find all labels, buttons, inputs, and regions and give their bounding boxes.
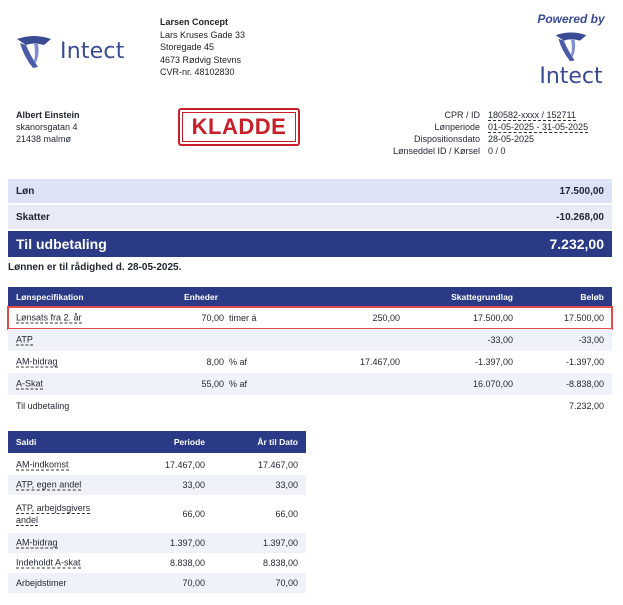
row-taxbase: 17.500,00	[472, 313, 513, 323]
meta-row	[360, 133, 610, 145]
row-unit-label: timer á	[229, 313, 257, 323]
col-header-taxbase: Skattegrundlag	[451, 292, 513, 302]
row-units: 70,00	[201, 313, 224, 323]
employee-street: skanorsgatan 4	[16, 122, 78, 132]
row-amount: -33,00	[578, 335, 604, 345]
summary-value: 7.232,00	[549, 236, 604, 252]
row-period: 33,00	[182, 480, 205, 490]
row-units: 8,00	[206, 357, 224, 367]
employee-name: Albert Einstein	[16, 110, 80, 120]
company-address-line: Lars Kruses Gade 33	[160, 29, 246, 40]
powered-logo-text: Intect	[539, 64, 603, 89]
table-row-total	[8, 395, 612, 417]
meta-label: Dispositionsdato	[413, 134, 480, 144]
summary-label: Løn	[16, 185, 35, 197]
col-header-amount: Beløb	[580, 292, 604, 302]
row-rate: 17.467,00	[359, 357, 400, 367]
row-rate: 250,00	[372, 313, 400, 323]
balances-table	[8, 431, 306, 593]
employee-address	[16, 109, 80, 145]
draft-stamp-text: KLADDE	[182, 112, 296, 142]
row-taxbase: 16.070,00	[472, 379, 513, 389]
row-ytd: 17.467,00	[257, 460, 298, 470]
row-name[interactable]: AM-bidrag	[16, 356, 58, 367]
summary-label: Skatter	[16, 211, 50, 223]
meta-row	[360, 109, 610, 121]
table-row	[8, 373, 612, 395]
intect-logo-icon	[14, 31, 54, 71]
row-ytd: 66,00	[275, 509, 298, 519]
payslip-meta	[360, 109, 610, 157]
company-cvr: CVR-nr. 48102830	[160, 67, 235, 77]
available-date-note: Lønnen er til rådighed d. 28-05-2025.	[8, 262, 182, 273]
row-amount: -1.397,00	[565, 357, 604, 367]
powered-by-label: Powered by	[537, 12, 605, 26]
row-taxbase: -33,00	[487, 335, 513, 345]
company-city: 4673 Rødvig Stevns	[160, 54, 242, 65]
table-row	[8, 475, 306, 495]
row-amount: 7.232,00	[568, 401, 604, 411]
table-row	[8, 495, 306, 533]
meta-label: Lønseddel ID / Kørsel	[392, 146, 480, 156]
col-header-name: Lønspecifikation	[16, 292, 84, 302]
row-ytd: 8.838,00	[262, 558, 298, 568]
meta-value: 01-05-2025 - 31-05-2025	[488, 122, 589, 132]
row-period: 66,00	[182, 509, 205, 519]
summary-value: -10.268,00	[556, 211, 604, 223]
row-period: 8.838,00	[169, 558, 205, 568]
row-ytd: 70,00	[275, 578, 298, 588]
table-row	[8, 573, 306, 593]
row-name[interactable]: ATP	[16, 334, 33, 345]
row-period: 17.467,00	[164, 460, 205, 470]
col-header-period: Periode	[173, 437, 205, 447]
row-name: Til udbetaling	[16, 401, 70, 411]
meta-value: 28-05-2025	[488, 134, 535, 144]
meta-value: 180582-xxxx / 152711	[488, 110, 576, 120]
summary-row-taxes	[8, 205, 612, 229]
summary-row-salary	[8, 179, 612, 203]
col-header-ytd: År til Dato	[257, 437, 298, 447]
row-name[interactable]: A-Skat	[16, 378, 44, 389]
table-header	[8, 431, 306, 453]
row-period: 70,00	[182, 578, 205, 588]
powered-by	[531, 12, 611, 89]
table-row	[8, 533, 306, 553]
intect-logo	[14, 30, 139, 72]
company-name: Larsen Concept	[160, 17, 229, 27]
row-name[interactable]: ATP, egen andel	[16, 479, 82, 490]
salary-spec-table	[8, 287, 612, 417]
row-ytd: 33,00	[275, 480, 298, 490]
table-row	[8, 455, 306, 475]
table-header	[8, 287, 612, 307]
intect-logo-text: Intect	[60, 38, 125, 64]
row-unit-label: % af	[229, 357, 248, 367]
row-name[interactable]: ATP, arbejdsgivers andel	[16, 503, 91, 525]
col-header-name: Saldi	[16, 437, 37, 447]
row-name[interactable]: AM-bidrag	[16, 537, 58, 548]
col-header-units: Enheder	[184, 292, 219, 302]
company-address-line: Storegade 45	[160, 42, 215, 52]
row-name: Arbejdstimer	[16, 578, 67, 588]
draft-stamp	[178, 108, 300, 146]
row-name[interactable]: AM-indkomst	[16, 459, 69, 470]
company-address	[160, 16, 245, 79]
employee-city: 21438 malmø	[16, 134, 72, 144]
table-row	[8, 307, 612, 329]
table-row	[8, 351, 612, 373]
pay-summary	[8, 179, 612, 257]
summary-value: 17.500,00	[559, 185, 604, 197]
row-units: 55,00	[201, 379, 224, 389]
meta-value: 0 / 0	[488, 146, 506, 156]
row-unit-label: % af	[229, 379, 248, 389]
table-row	[8, 329, 612, 351]
row-name[interactable]: Lønsats fra 2. år	[16, 312, 82, 323]
row-name[interactable]: Indeholdt A-skat	[16, 557, 81, 568]
row-ytd: 1.397,00	[262, 538, 298, 548]
row-amount: -8.838,00	[565, 379, 604, 389]
meta-row	[360, 145, 610, 157]
meta-label: CPR / ID	[444, 110, 480, 120]
table-row	[8, 553, 306, 573]
meta-row	[360, 121, 610, 133]
row-amount: 17.500,00	[563, 313, 604, 323]
summary-label: Til udbetaling	[16, 236, 107, 252]
row-period: 1.397,00	[169, 538, 205, 548]
meta-label: Lønperiode	[434, 122, 480, 132]
summary-row-total	[8, 231, 612, 257]
intect-logo-icon	[551, 28, 591, 64]
row-taxbase: -1.397,00	[474, 357, 513, 367]
